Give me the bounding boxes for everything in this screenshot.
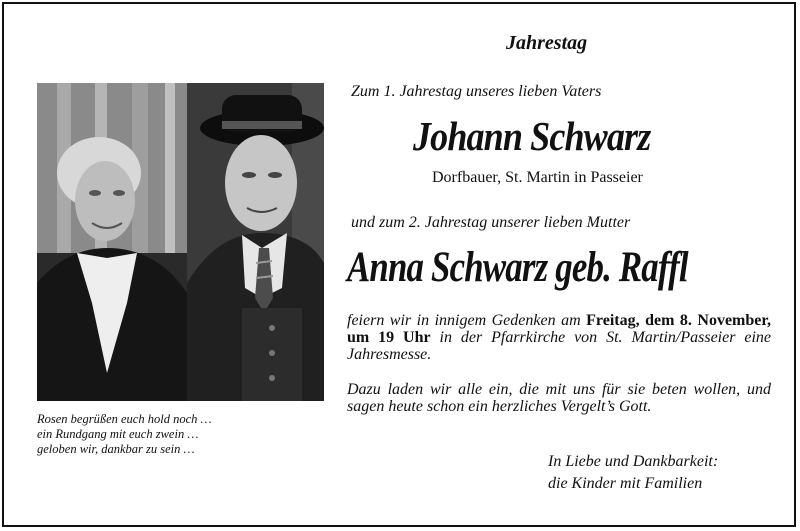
mass-announcement [347, 312, 771, 363]
invitation-text: Dazu laden wir alle ein, die mit uns für sie beten wollen, und sagen heute schon ein herzliches Vergelt’s Gott. [347, 381, 771, 415]
signature-block [548, 451, 718, 495]
couple-photo [37, 83, 324, 401]
father-name: Johann Schwarz [413, 113, 651, 159]
caption-line: Rosen begrüßen euch hold noch … [37, 412, 212, 426]
mass-date-time: Freitag, dem 8. November, um 19 Uhr [347, 312, 772, 346]
mass-text-part1: feiern wir in innigem Gedenken am [347, 312, 587, 329]
mass-text-part2: in der Pfarrkirche von St. Martin/Passeier eine Jahresmesse. [347, 329, 772, 363]
caption-line: ein Rundgang mit euch zwein … [37, 427, 199, 441]
mother-name: Anna Schwarz geb. Raffl [347, 244, 688, 291]
photo-caption [37, 412, 327, 457]
closing-signatories: die Kinder mit Familien [548, 475, 703, 492]
intro-father: Zum 1. Jahrestag unseres lieben Vaters [351, 83, 602, 100]
closing-line: In Liebe und Dankbarkeit: [548, 453, 719, 470]
notice-heading: Jahrestag [506, 32, 588, 54]
caption-line: geloben wir, dankbar zu sein … [37, 442, 195, 456]
father-detail: Dorfbauer, St. Martin in Passeier [432, 169, 643, 186]
intro-mother: und zum 2. Jahrestag unserer lieben Mutter [351, 214, 631, 231]
